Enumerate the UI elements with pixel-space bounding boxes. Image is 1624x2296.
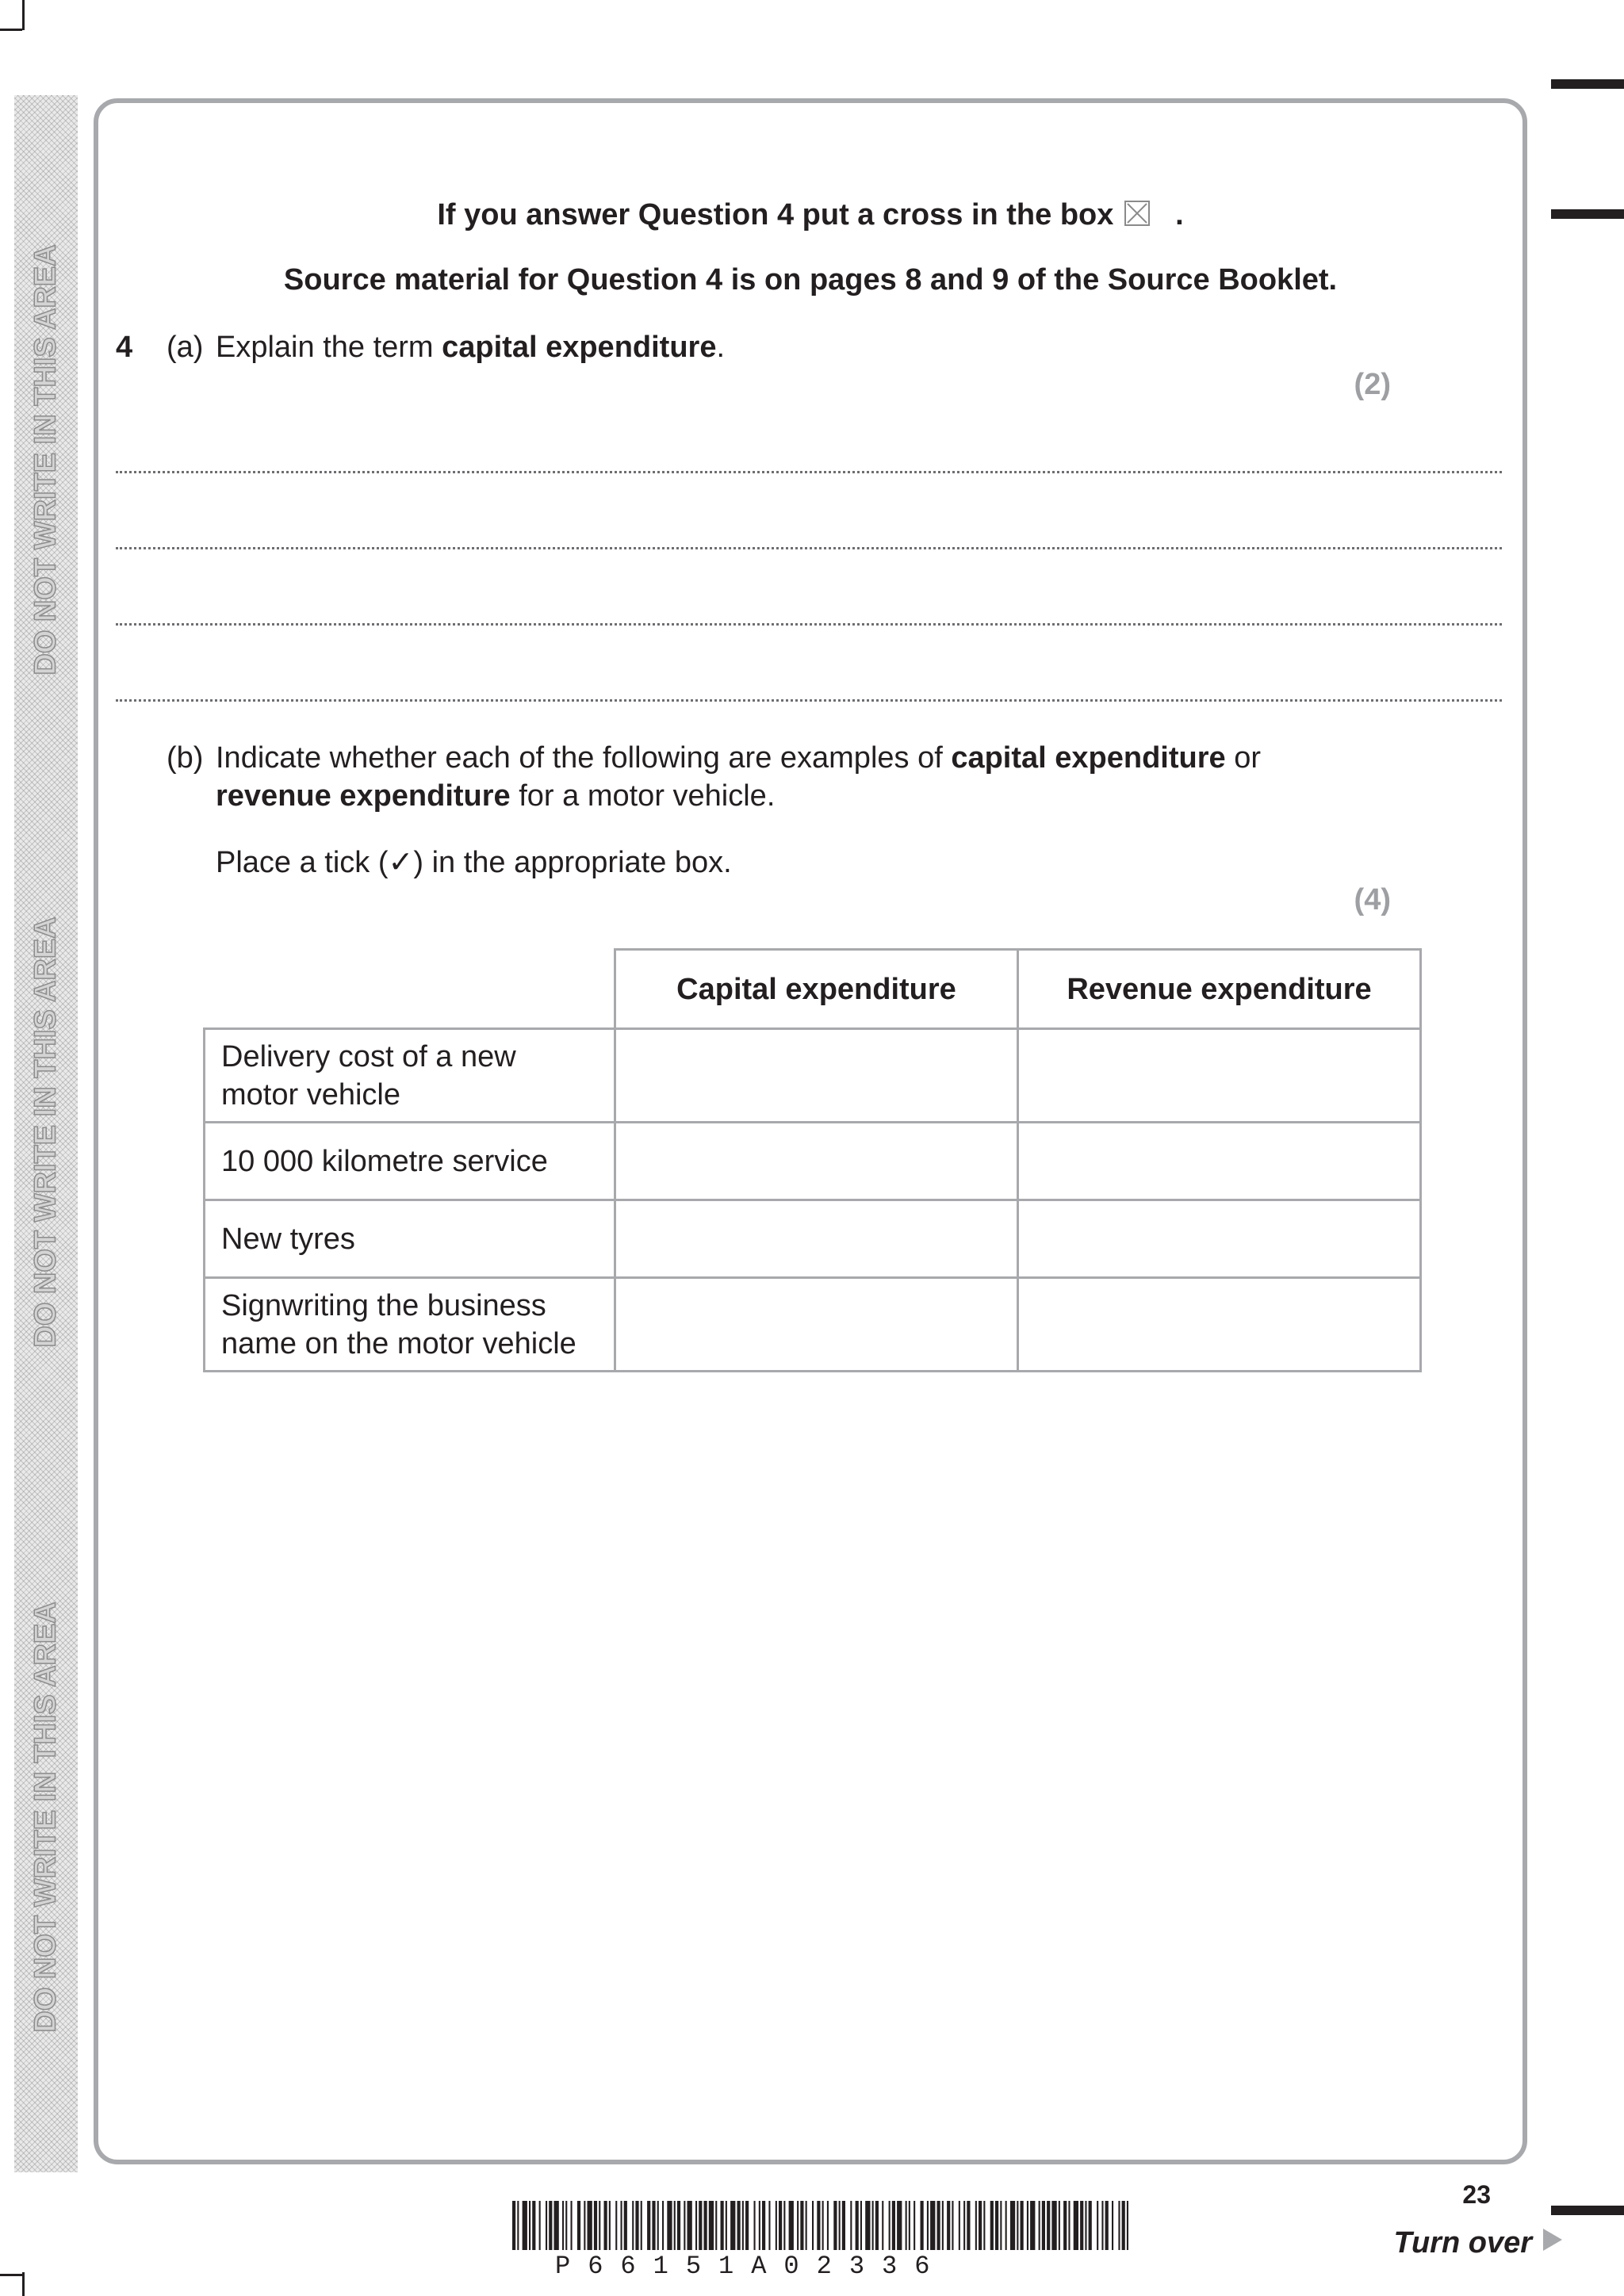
barcode-bar xyxy=(797,2201,799,2250)
barcode-bar xyxy=(906,2201,907,2250)
barcode-bar xyxy=(539,2201,541,2250)
crop-mark xyxy=(0,29,22,31)
barcode-bar xyxy=(990,2201,994,2250)
barcode-bar xyxy=(745,2201,749,2250)
barcode-bar xyxy=(688,2201,692,2250)
crop-mark xyxy=(22,2272,25,2296)
barcode-bar xyxy=(1074,2201,1078,2250)
barcode-bar xyxy=(850,2201,852,2250)
barcode-bar xyxy=(565,2201,567,2250)
part-a-marks: (2) xyxy=(1354,368,1391,401)
barcode-bar xyxy=(833,2201,837,2250)
barcode-bar xyxy=(1059,2201,1060,2250)
barcode-bar xyxy=(577,2201,580,2250)
barcode-bar xyxy=(704,2201,707,2250)
barcode-bar xyxy=(1051,2201,1056,2250)
source-note: Source material for Question 4 is on pages 8 and 9 of the Source Booklet. xyxy=(283,263,1338,297)
barcode-bar xyxy=(1085,2201,1086,2250)
barcode-bar xyxy=(759,2201,760,2250)
barcode-bar xyxy=(754,2201,756,2250)
question-number: 4 xyxy=(116,331,133,364)
tick-box-capital[interactable] xyxy=(615,1278,1018,1372)
barcode-bar xyxy=(554,2201,559,2250)
barcode-bar xyxy=(817,2201,820,2250)
barcode-bar xyxy=(921,2201,924,2250)
barcode-bar xyxy=(1030,2201,1035,2250)
barcode-bar xyxy=(635,2201,638,2250)
barcode-bar xyxy=(983,2201,985,2250)
barcode-bar xyxy=(657,2201,659,2250)
part-b-marks: (4) xyxy=(1354,883,1391,916)
barcode-bar xyxy=(995,2201,998,2250)
part-a-text: Explain the term capital expenditure. xyxy=(216,331,726,364)
barcode-bar xyxy=(1112,2201,1113,2250)
barcode-bar xyxy=(865,2201,870,2250)
barcode-bar xyxy=(546,2201,547,2250)
barcode-bar xyxy=(684,2201,685,2250)
page-number: 23 xyxy=(1462,2180,1491,2209)
barcode-bar xyxy=(1089,2201,1092,2250)
barcode-bar xyxy=(674,2201,676,2250)
row-label: New tyres xyxy=(205,1200,615,1278)
barcode-bar xyxy=(842,2201,845,2250)
barcode-bar xyxy=(715,2201,717,2250)
barcode-bar xyxy=(562,2201,564,2250)
barcode-bar xyxy=(979,2201,982,2250)
barcode-bar xyxy=(952,2201,953,2250)
barcode-bar xyxy=(812,2201,814,2250)
crop-mark xyxy=(22,0,25,30)
part-b-instruction: Place a tick (✓) in the appropriate box. xyxy=(216,846,732,879)
barcode-bar xyxy=(632,2201,634,2250)
tick-box-capital[interactable] xyxy=(615,1200,1018,1278)
barcode-bar xyxy=(737,2201,741,2250)
tick-box-capital[interactable] xyxy=(615,1029,1018,1123)
barcode-bar xyxy=(897,2201,902,2250)
tick-box-revenue[interactable] xyxy=(1018,1029,1421,1123)
answer-line[interactable] xyxy=(116,699,1502,702)
barcode-bar xyxy=(1063,2201,1067,2250)
barcode-bar xyxy=(721,2201,724,2250)
table-row xyxy=(205,1123,1421,1200)
barcode-bar xyxy=(529,2201,530,2250)
barcode-bar xyxy=(652,2201,655,2250)
barcode-bar xyxy=(532,2201,535,2250)
barcode-bar xyxy=(1005,2201,1007,2250)
barcode-bar xyxy=(909,2201,910,2250)
barcode-bar xyxy=(1010,2201,1015,2250)
registration-bar xyxy=(1551,2206,1624,2215)
barcode-bar xyxy=(742,2201,744,2250)
expenditure-table xyxy=(203,948,1422,1372)
barcode-bar xyxy=(942,2201,944,2250)
barcode-bar xyxy=(860,2201,862,2250)
barcode-bar xyxy=(822,2201,824,2250)
part-b-label: (b) xyxy=(167,741,204,775)
tick-box-capital[interactable] xyxy=(615,1123,1018,1200)
barcode-bar xyxy=(699,2201,702,2250)
barcode-bar xyxy=(1101,2201,1103,2250)
table-header-row xyxy=(205,950,1421,1029)
barcode-bar xyxy=(641,2201,642,2250)
answer-line[interactable] xyxy=(116,471,1502,473)
barcode-bar xyxy=(695,2201,697,2250)
barcode-bar xyxy=(609,2201,611,2250)
barcode-text: P66151A02336 xyxy=(555,2252,948,2281)
barcode-bar xyxy=(762,2201,765,2250)
registration-bar xyxy=(1551,209,1624,219)
barcode-bar xyxy=(927,2201,929,2250)
barcode-bar xyxy=(789,2201,794,2250)
barcode-bar xyxy=(1127,2201,1128,2250)
answer-instruction: If you answer Question 4 put a cross in the box . xyxy=(437,198,1184,232)
registration-bar xyxy=(1551,79,1624,89)
barcode-bar xyxy=(677,2201,680,2250)
barcode-bar xyxy=(779,2201,782,2250)
barcode-bar xyxy=(549,2201,552,2250)
barcode-bar xyxy=(726,2201,727,2250)
table-row xyxy=(205,1200,1421,1278)
barcode-bar xyxy=(1042,2201,1045,2250)
barcode-bar xyxy=(947,2201,950,2250)
barcode-bar xyxy=(615,2201,617,2250)
barcode-bar xyxy=(959,2201,960,2250)
barcode-bar xyxy=(1027,2201,1028,2250)
table-row xyxy=(205,1029,1421,1123)
part-b-text-line2: revenue expenditure for a motor vehicle. xyxy=(216,779,776,813)
barcode-bar xyxy=(1039,2201,1040,2250)
barcode-bar xyxy=(872,2201,874,2250)
barcode-bar xyxy=(892,2201,895,2250)
barcode-bar xyxy=(1047,2201,1050,2250)
barcode-bar xyxy=(1068,2201,1070,2250)
barcode-bar xyxy=(523,2201,527,2250)
turn-over-label: Turn over xyxy=(1393,2226,1562,2260)
barcode-bar xyxy=(599,2201,600,2250)
crop-mark xyxy=(0,2274,22,2276)
barcode-bar xyxy=(588,2201,592,2250)
barcode-bar xyxy=(1017,2201,1018,2250)
tick-box-revenue[interactable] xyxy=(1018,1200,1421,1278)
barcode-bar xyxy=(667,2201,672,2250)
barcode-bar xyxy=(647,2201,650,2250)
barcode-bar xyxy=(783,2201,785,2250)
barcode-bar xyxy=(889,2201,891,2250)
barcode-bar xyxy=(1021,2201,1024,2250)
barcode-bar xyxy=(806,2201,807,2250)
tick-box-revenue[interactable] xyxy=(1018,1123,1421,1200)
barcode-bar xyxy=(709,2201,714,2250)
barcode-bar xyxy=(1080,2201,1083,2250)
barcode-bar xyxy=(624,2201,627,2250)
barcode-bar xyxy=(1105,2201,1109,2250)
barcode-bar xyxy=(975,2201,977,2250)
barcode-bar xyxy=(914,2201,915,2250)
cross-box-icon[interactable] xyxy=(1124,201,1150,226)
barcode-image xyxy=(512,2201,1129,2250)
table-row xyxy=(205,1278,1421,1372)
barcode-bar xyxy=(875,2201,879,2250)
barcode-bar xyxy=(604,2201,607,2250)
barcode-bar xyxy=(1118,2201,1120,2250)
barcode-bar xyxy=(662,2201,664,2250)
tick-box-revenue[interactable] xyxy=(1018,1278,1421,1372)
barcode-bar xyxy=(839,2201,841,2250)
barcode-bar xyxy=(594,2201,597,2250)
barcode-bar xyxy=(963,2201,965,2250)
barcode-bar xyxy=(571,2201,573,2250)
barcode-bar xyxy=(800,2201,803,2250)
barcode-bar xyxy=(856,2201,859,2250)
barcode-bar xyxy=(882,2201,883,2250)
column-header-revenue: Revenue expenditure xyxy=(1018,950,1421,1029)
row-label: Signwriting the business name on the motor vehicle xyxy=(205,1278,615,1372)
barcode-bar xyxy=(776,2201,777,2250)
part-b-text-line1: Indicate whether each of the following are examples of capital expenditure or xyxy=(216,741,1262,775)
barcode-bar xyxy=(1122,2201,1125,2250)
barcode-bar xyxy=(512,2201,515,2250)
barcode-bar xyxy=(937,2201,940,2250)
barcode-bar xyxy=(967,2201,970,2250)
barcode-bar xyxy=(930,2201,935,2250)
row-label: Delivery cost of a new motor vehicle xyxy=(205,1029,615,1123)
table-corner xyxy=(205,950,615,1029)
column-header-capital: Capital expenditure xyxy=(615,950,1018,1029)
barcode-bar xyxy=(827,2201,829,2250)
arrow-right-icon xyxy=(1543,2229,1562,2251)
answer-line[interactable] xyxy=(116,547,1502,549)
answer-line[interactable] xyxy=(116,623,1502,626)
barcode-bar xyxy=(730,2201,735,2250)
barcode-bar xyxy=(768,2201,770,2250)
barcode-bar xyxy=(1097,2201,1098,2250)
barcode-bar xyxy=(584,2201,585,2250)
part-a-label: (a) xyxy=(167,331,204,364)
row-label: 10 000 kilometre service xyxy=(205,1123,615,1200)
barcode-bar xyxy=(1000,2201,1002,2250)
barcode-bar xyxy=(517,2201,519,2250)
barcode-bar xyxy=(621,2201,622,2250)
